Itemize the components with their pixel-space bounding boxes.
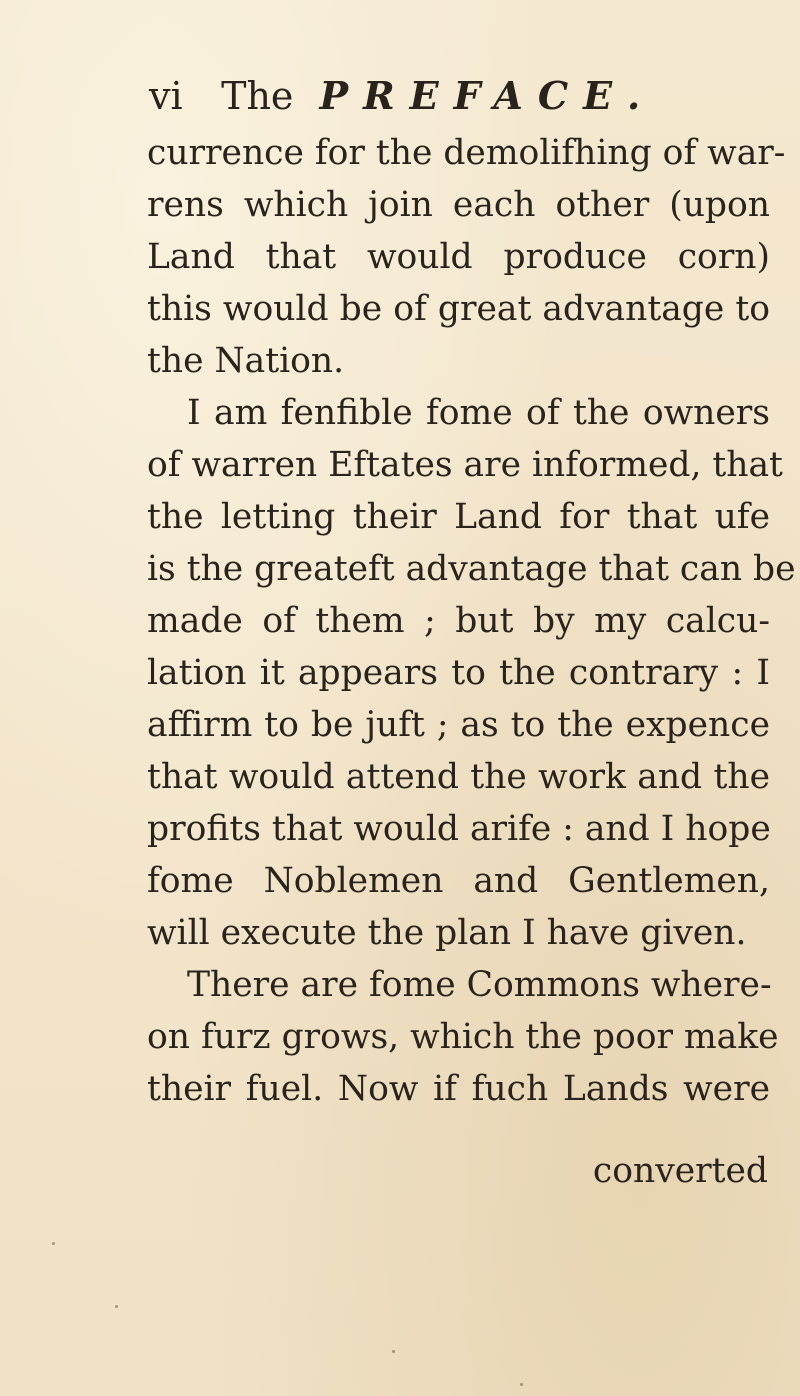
page-number: vi — [149, 74, 183, 118]
text-line: is the greateft advantage that can be — [147, 549, 796, 589]
text-line: made of them ; but by my calcu- — [147, 601, 770, 641]
running-title — [221, 66, 655, 126]
text-line: rens which join each other (upon — [147, 185, 770, 225]
paper-speck — [520, 1383, 523, 1386]
paper-speck — [52, 1242, 55, 1245]
text-line: that would attend the work and the — [147, 757, 770, 797]
running-title-word: PREFACE. — [319, 73, 656, 118]
text-line: currence for the demolifhing of war- — [147, 133, 786, 173]
text-line: profits that would arife : and I hope — [147, 809, 771, 849]
paper-speck — [115, 1305, 118, 1308]
text-line: the letting their Land for that ufe — [147, 497, 770, 537]
text-line: lation it appears to the contrary : I — [147, 653, 770, 693]
catchword: converted — [592, 1151, 768, 1191]
body-text — [147, 127, 796, 1115]
text-line: affirm to be juft ; as to the expence — [147, 705, 770, 745]
text-line: fome Noblemen and Gentlemen, — [147, 861, 770, 901]
text-line: this would be of great advantage to — [147, 289, 770, 329]
text-line: of warren Eftates are informed, that — [147, 445, 783, 485]
text-line: There are fome Commons where- — [187, 965, 772, 1005]
text-line: will execute the plan I have given. — [147, 913, 747, 953]
running-title-the: The — [221, 74, 294, 118]
text-line: the Nation. — [147, 341, 345, 381]
paper-speck — [392, 1350, 395, 1353]
text-line: I am fenfible fome of the owners — [187, 393, 770, 433]
text-line: their fuel. Now if fuch Lands were — [147, 1069, 770, 1109]
text-line: Land that would produce corn) — [147, 237, 770, 277]
text-line: on furz grows, which the poor make — [147, 1017, 779, 1057]
running-header — [149, 66, 749, 126]
